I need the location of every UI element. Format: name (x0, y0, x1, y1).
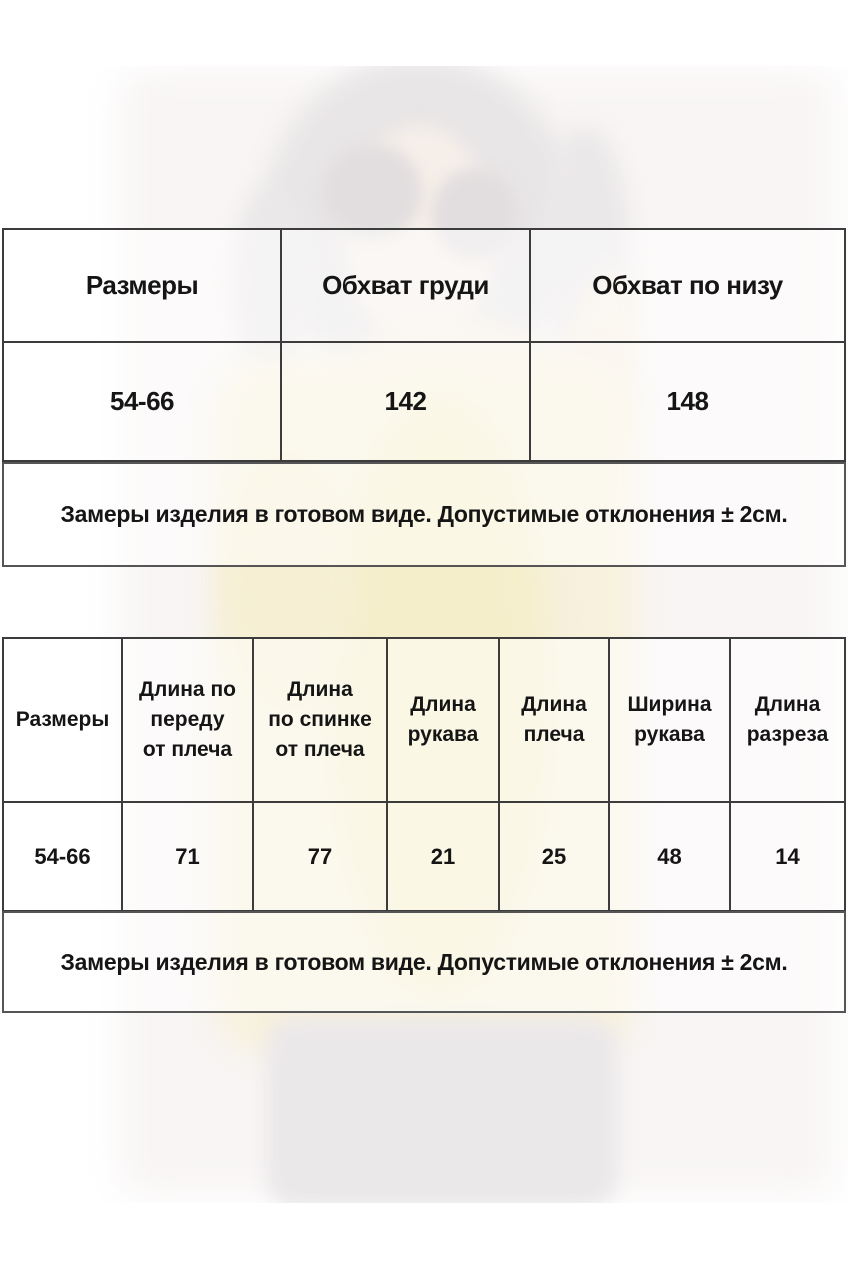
value-sleeve-length: 21 (388, 803, 500, 910)
measurement-note-top: Замеры изделия в готовом виде. Допустимые отклонения ± 2см. (2, 462, 846, 567)
value-back-length: 77 (254, 803, 388, 910)
dark-pants (266, 1018, 618, 1203)
header-line: плеча (523, 723, 585, 746)
value-slit-length: 14 (775, 843, 800, 869)
header-sizes (4, 639, 123, 803)
header-line: переду (150, 708, 225, 731)
header-line: Размеры (15, 708, 110, 731)
value-bottom-girth: 148 (666, 386, 709, 416)
header-slit-length (731, 639, 844, 803)
value-shoulder-length: 25 (500, 803, 610, 910)
header-line: рукава (634, 723, 705, 746)
header-line: Длина (521, 693, 587, 716)
value-size-range: 54-66 (4, 343, 282, 460)
header-sizes: Размеры (4, 230, 282, 343)
measurement-note-bottom: Замеры изделия в готовом виде. Допустимые отклонения ± 2см. (2, 911, 846, 1013)
value-front-length: 71 (123, 803, 254, 910)
value-chest-girth: 142 (282, 343, 531, 460)
header-shoulder-length (500, 639, 610, 803)
header-line: Длина (410, 693, 476, 716)
header-sleeve-width (610, 639, 731, 803)
header-line: от плеча (142, 738, 233, 761)
value-sleeve-width: 48 (610, 803, 731, 910)
header-line: рукава (407, 723, 479, 746)
header-sleeve-length (388, 639, 500, 803)
header-chest-girth: Обхват груди (282, 230, 531, 343)
chest-size-table (2, 228, 846, 462)
header-line: от плеча (275, 738, 365, 761)
header-line: Длина (754, 693, 821, 716)
header-line: разреза (746, 723, 829, 746)
header-bottom-girth: Обхват по низу (531, 230, 844, 343)
header-line: Длина (287, 678, 353, 701)
sunglasses-left-lens (322, 144, 422, 240)
header-back-length (254, 639, 388, 803)
header-line: Ширина (627, 693, 712, 716)
header-line: Длина по (139, 678, 236, 701)
value-size-range: 54-66 (4, 803, 123, 910)
header-line: по спинке (268, 708, 372, 731)
length-size-table (2, 637, 846, 912)
header-front-length (123, 639, 254, 803)
